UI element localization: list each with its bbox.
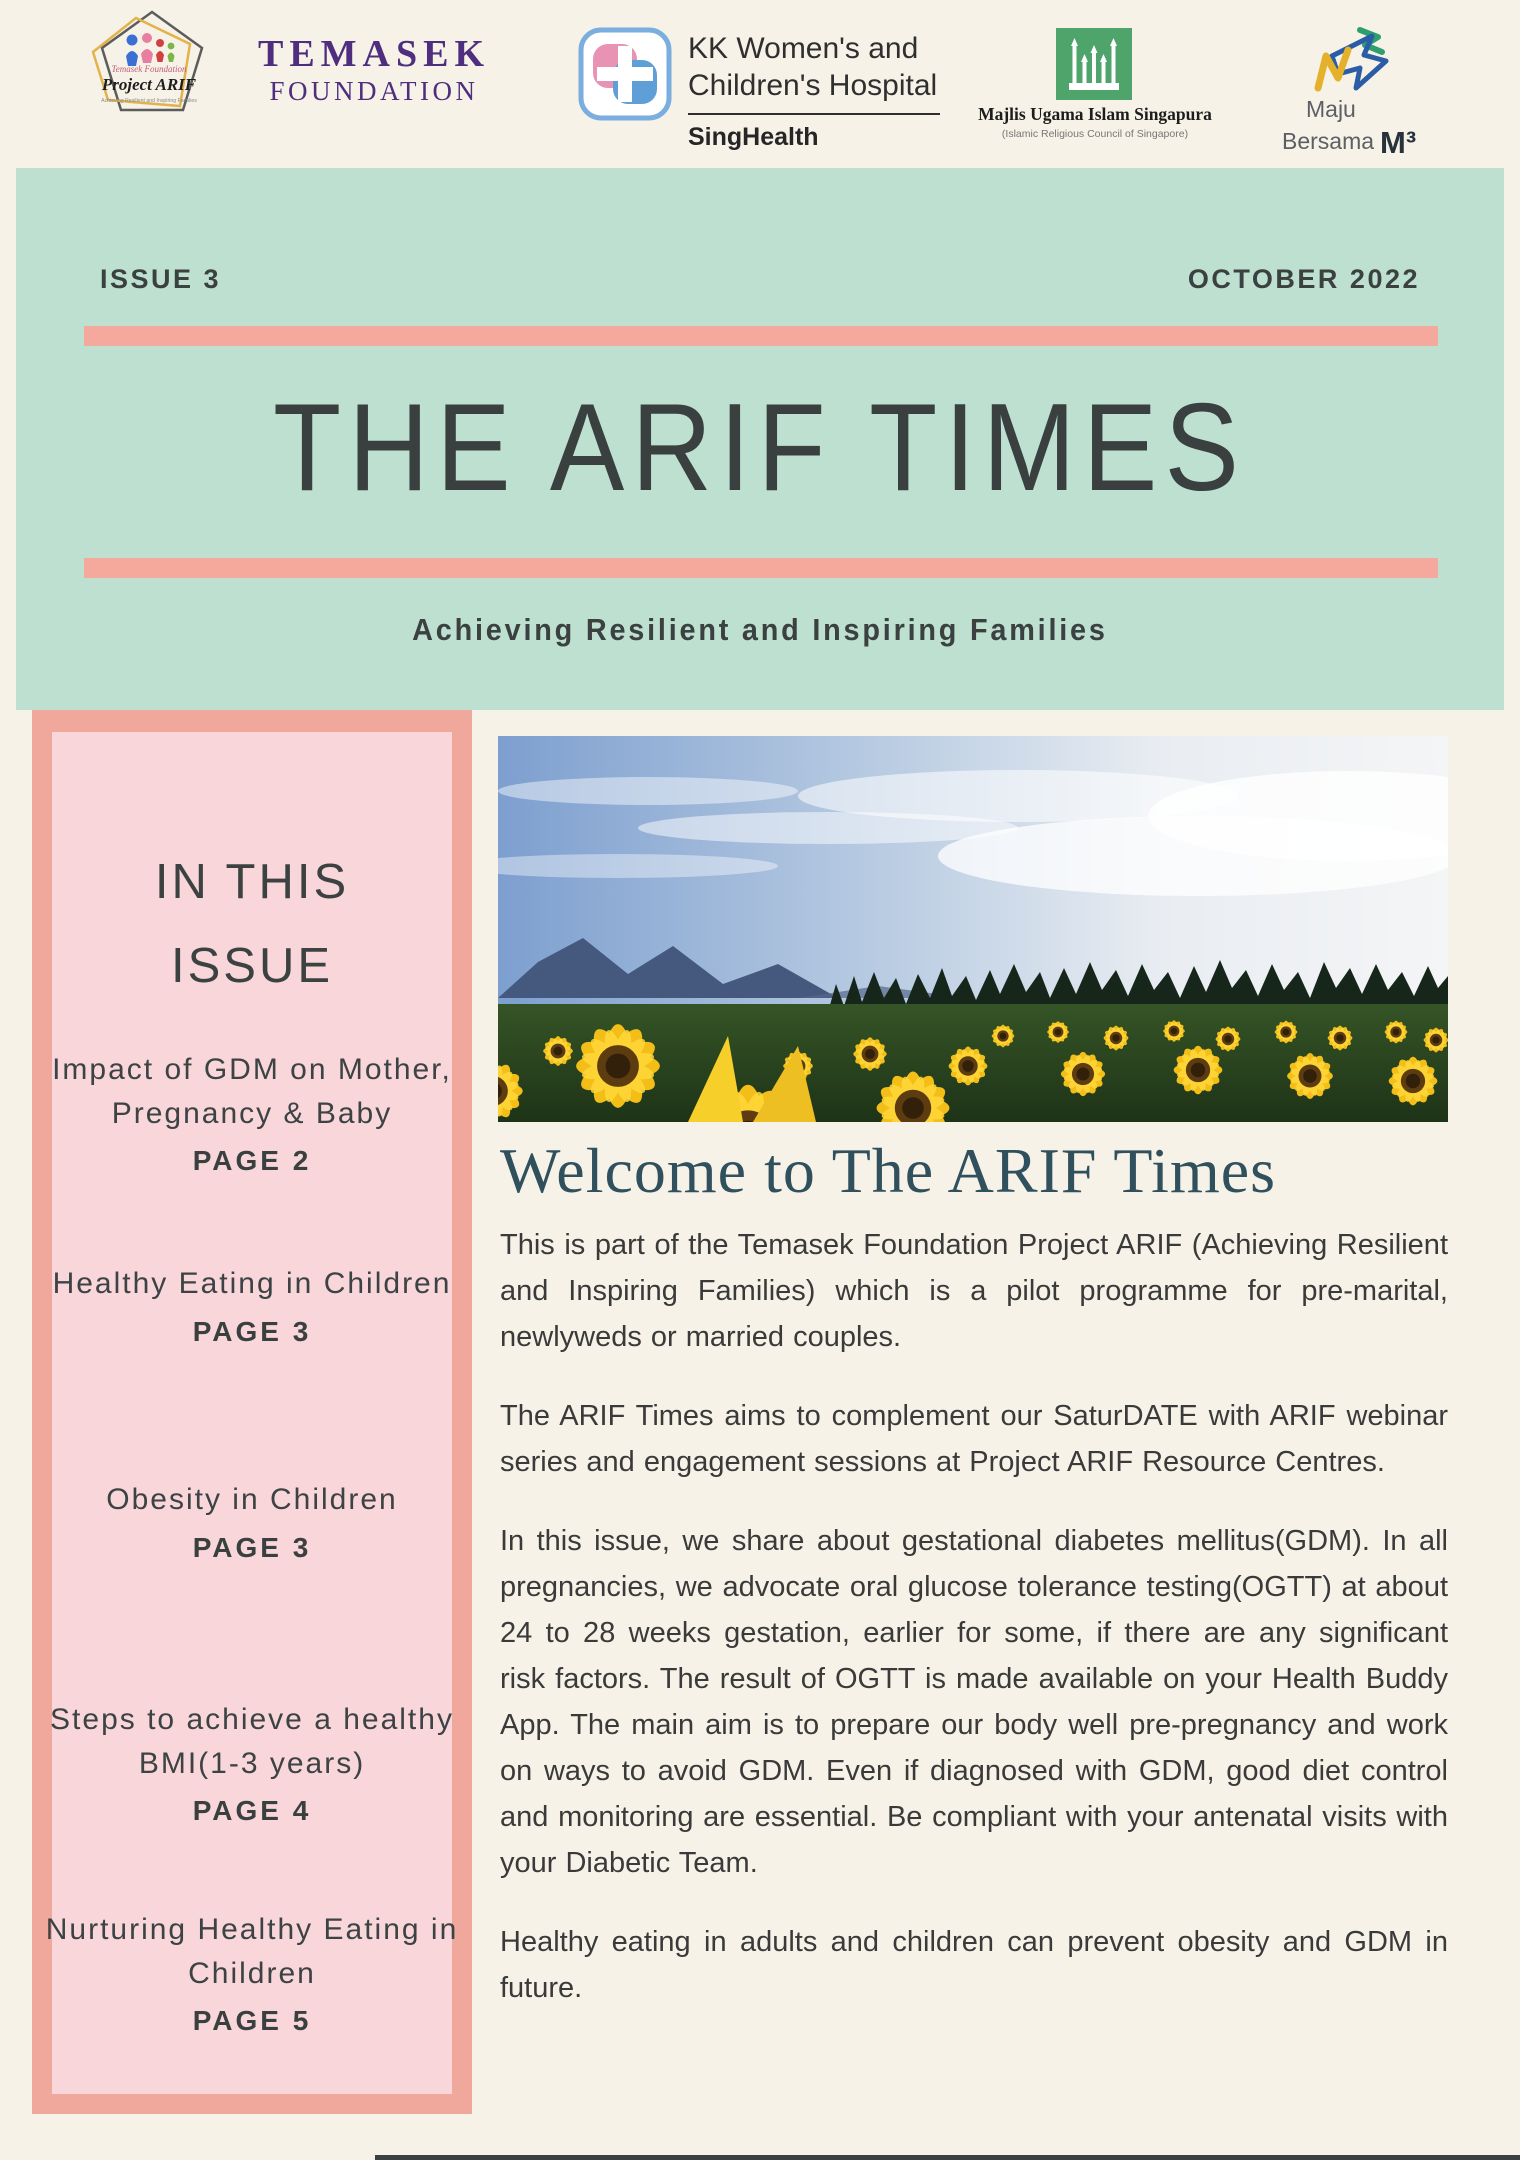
muis-subtitle: (Islamic Religious Council of Singapore) <box>1001 128 1189 140</box>
muis-logo-text <box>970 104 1220 140</box>
kkh-name-line2: Children's Hospital <box>688 69 938 102</box>
masthead-title-wrap <box>16 379 1504 517</box>
masthead-banner <box>16 168 1504 710</box>
next-section-divider <box>375 2155 1520 2160</box>
newsletter-title: THE ARIF TIMES <box>273 379 1247 517</box>
masthead-bottom-bar <box>84 558 1438 578</box>
project-arif-logo-icon <box>76 4 222 126</box>
article-paragraph-3: In this issue, we share about gestational diabetes mellitus(GDM). In all pregnancies, we advocate oral glucose tolerance testing(OGTT) at about 24 to 28 weeks gestation, earlier for some, if there are any significant risk factors. The result of OGTT is made available on your Health Buddy App. The main aim is to prepare our body well pre-pregnancy and work on ways to avoid GDM. Even if diagnosed with GDM, good diet control and monitoring are essential. Be compliant with your antenatal visits with your Diabetic Team. <box>500 1525 1448 1879</box>
temasek-foundation-wordmark: FOUNDATION <box>269 75 479 106</box>
article-paragraph-1: This is part of the Temasek Foundation Project ARIF (Achieving Resilient and Inspiring Families) which is a pilot programme for pre-marital, newlyweds or married couples. <box>500 1229 1448 1353</box>
toc-item-obesity: Obesity in Children PAGE 3 <box>40 1478 464 1564</box>
muis-logo-icon <box>1056 28 1132 100</box>
temasek-wordmark: TEMASEK <box>257 33 491 75</box>
header-logo-strip <box>0 0 1520 168</box>
m3-superscript: M³ <box>1380 124 1417 160</box>
issue-number: ISSUE 3 <box>100 264 222 294</box>
m3-logo-text <box>1282 96 1432 161</box>
svg-text:Project ARIF: Project ARIF <box>101 75 197 94</box>
toc-title-line1: IN THIS <box>154 855 350 909</box>
toc-item-healthy-eating: Healthy Eating in Children PAGE 3 <box>40 1262 464 1348</box>
family-figures-icon <box>126 33 175 66</box>
muis-name: Majlis Ugama Islam Singapura <box>978 104 1212 124</box>
m3-maju: Maju <box>1306 96 1356 122</box>
kkh-hospital-logo-icon <box>577 26 673 122</box>
svg-text:Achieving Resilient and Inspir: Achieving Resilient and Inspiring Families <box>101 98 197 104</box>
temasek-foundation-logo <box>246 34 502 107</box>
kkh-name-line1: KK Women's and <box>688 32 919 65</box>
toc-item-healthy-bmi: Steps to achieve a healthy BMI(1-3 years) PAGE 4 <box>40 1698 464 1827</box>
toc-item-impact-of-gdm: Impact of GDM on Mother, Pregnancy & Baby PAGE 2 <box>40 1048 464 1177</box>
toc-page-label: PAGE 4 <box>192 1795 312 1826</box>
toc-page-label: PAGE 3 <box>192 1531 312 1563</box>
singhealth-wordmark: SingHealth <box>688 123 819 151</box>
toc-title-line2: ISSUE <box>170 939 334 994</box>
toc-title <box>52 840 452 1009</box>
article-heading: Welcome to The ARIF Times <box>500 1135 1277 1206</box>
kkh-hospital-logo-text <box>688 30 958 152</box>
svg-text:Temasek Foundation: Temasek Foundation <box>111 64 187 74</box>
sunflower-field-image <box>498 736 1448 1122</box>
article-body <box>500 1222 1448 2011</box>
masthead-subtitle-wrap <box>16 612 1504 648</box>
article-paragraph-4: Healthy eating in adults and children can prevent obesity and GDM in future. <box>500 1926 1448 2004</box>
article-paragraph-2: The ARIF Times aims to complement our SaturDATE with ARIF webinar series and engagement sessions at Project ARIF Resource Centres. <box>500 1400 1448 1478</box>
issue-date-row <box>100 264 1420 295</box>
masthead-top-bar <box>84 326 1438 346</box>
kkh-divider <box>688 113 940 115</box>
toc-page-label: PAGE 2 <box>192 1145 312 1176</box>
m3-logo-icon <box>1308 22 1394 96</box>
toc-page-label: PAGE 5 <box>192 2005 312 2036</box>
toc-item-nurturing-eating: Nurturing Healthy Eating in Children PAGE 5 <box>40 1908 464 2037</box>
newsletter-subtitle: Achieving Resilient and Inspiring Families <box>412 612 1108 647</box>
m3-bersama: Bersama M³ <box>1282 124 1417 160</box>
toc-page-label: PAGE 3 <box>192 1315 312 1347</box>
issue-date: OCTOBER 2022 <box>1187 264 1420 294</box>
